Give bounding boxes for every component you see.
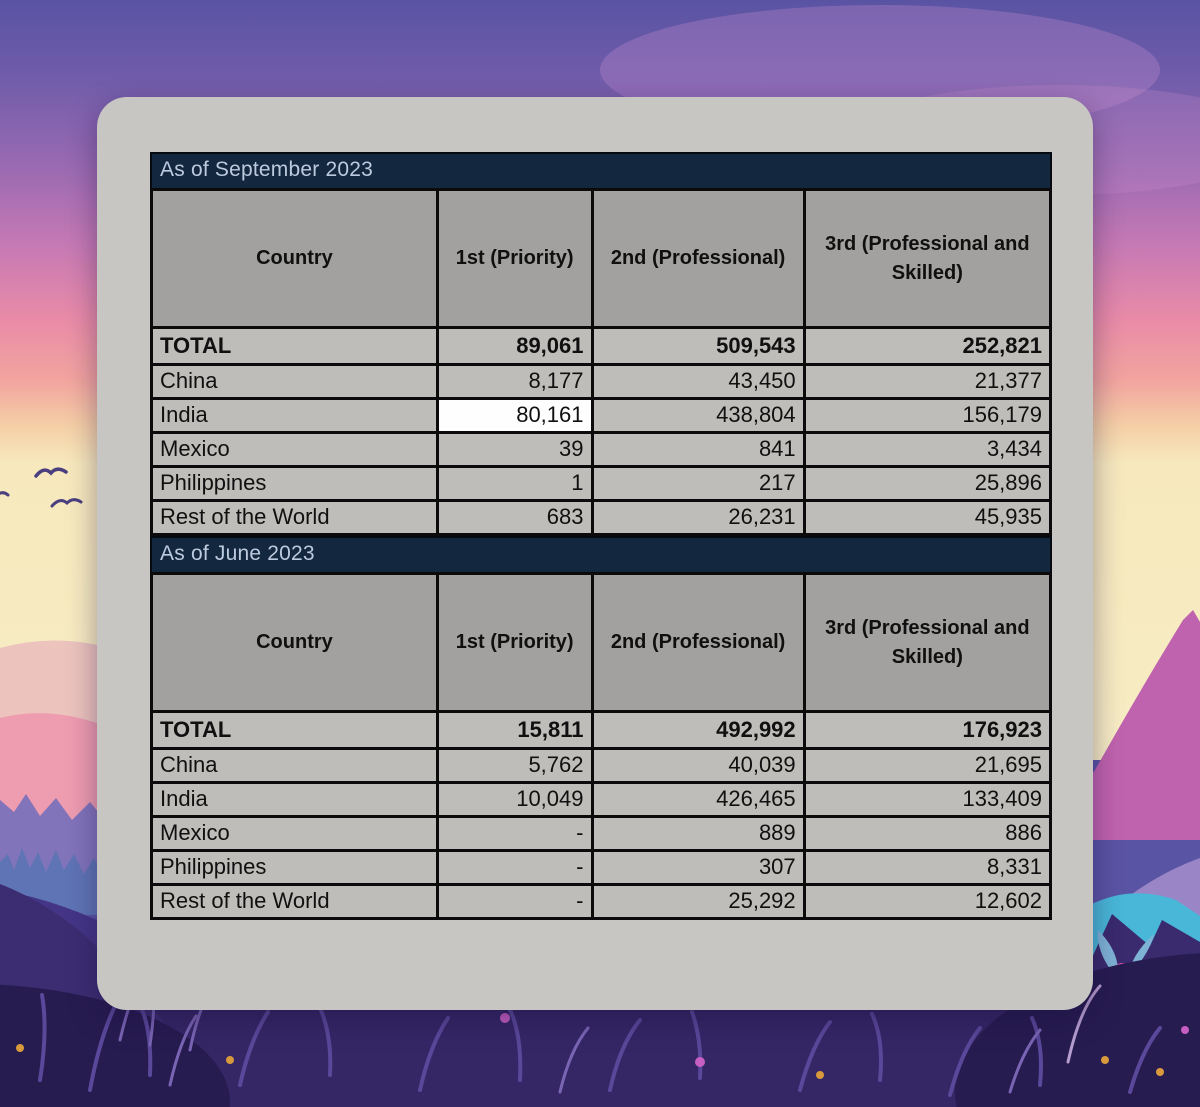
row-label-cell[interactable]: Rest of the World <box>152 501 438 535</box>
table-row-philippines <box>152 467 1051 501</box>
table-card <box>97 97 1093 1010</box>
table-row-india <box>152 399 1051 433</box>
row-label-cell[interactable]: India <box>152 399 438 433</box>
row-label-cell[interactable]: Mexico <box>152 433 438 467</box>
table-cell[interactable]: 176,923 <box>804 712 1050 749</box>
table-cell[interactable]: 438,804 <box>592 399 804 433</box>
table-row-mexico <box>152 817 1051 851</box>
table-cell[interactable]: 217 <box>592 467 804 501</box>
table-cell[interactable]: 889 <box>592 817 804 851</box>
table-title-bar <box>150 536 1052 572</box>
visa-table-june <box>150 572 1052 920</box>
table-cell[interactable]: 133,409 <box>804 783 1050 817</box>
col-header-country[interactable]: Country <box>152 574 438 712</box>
table-cell[interactable]: 307 <box>592 851 804 885</box>
table-cell[interactable]: - <box>437 885 592 919</box>
table-cell[interactable]: 12,602 <box>804 885 1050 919</box>
row-label-cell[interactable]: China <box>152 749 438 783</box>
table-cell[interactable]: 8,331 <box>804 851 1050 885</box>
table-cell[interactable]: 1 <box>437 467 592 501</box>
table-cell[interactable]: 156,179 <box>804 399 1050 433</box>
header-row <box>152 574 1051 712</box>
table-cell[interactable]: 8,177 <box>437 365 592 399</box>
col-header-1st-priority[interactable]: 1st (Priority) <box>437 574 592 712</box>
col-header-3rd-professional-skilled[interactable]: 3rd (Professional and Skilled) <box>804 190 1050 328</box>
row-label-cell[interactable]: Philippines <box>152 467 438 501</box>
table-cell[interactable]: 21,695 <box>804 749 1050 783</box>
table-cell[interactable]: 426,465 <box>592 783 804 817</box>
table-cell[interactable]: 40,039 <box>592 749 804 783</box>
col-header-2nd-professional[interactable]: 2nd (Professional) <box>592 574 804 712</box>
row-label-cell[interactable]: Mexico <box>152 817 438 851</box>
table-cell[interactable]: 43,450 <box>592 365 804 399</box>
table-cell[interactable]: 3,434 <box>804 433 1050 467</box>
table-cell[interactable]: 15,811 <box>437 712 592 749</box>
row-label-cell[interactable]: China <box>152 365 438 399</box>
table-row-rest-of-world <box>152 885 1051 919</box>
row-label-cell[interactable]: Philippines <box>152 851 438 885</box>
table-section-september <box>150 152 1052 536</box>
table-title: As of September 2023 <box>160 158 373 181</box>
header-row <box>152 190 1051 328</box>
table-cell[interactable]: 25,896 <box>804 467 1050 501</box>
table-cell[interactable]: 509,543 <box>592 328 804 365</box>
col-header-country[interactable]: Country <box>152 190 438 328</box>
col-header-2nd-professional[interactable]: 2nd (Professional) <box>592 190 804 328</box>
col-header-1st-priority[interactable]: 1st (Priority) <box>437 190 592 328</box>
table-row-india <box>152 783 1051 817</box>
table-cell[interactable]: 39 <box>437 433 592 467</box>
visa-table-september <box>150 188 1052 536</box>
table-cell[interactable]: 10,049 <box>437 783 592 817</box>
table-cell[interactable]: - <box>437 851 592 885</box>
table-cell[interactable]: 25,292 <box>592 885 804 919</box>
row-label-cell[interactable]: Rest of the World <box>152 885 438 919</box>
table-row-total <box>152 328 1051 365</box>
table-title: As of June 2023 <box>160 542 315 565</box>
table-cell[interactable]: 45,935 <box>804 501 1050 535</box>
table-cell[interactable]: 683 <box>437 501 592 535</box>
table-cell[interactable]: 26,231 <box>592 501 804 535</box>
row-label-cell[interactable]: TOTAL <box>152 712 438 749</box>
row-label-cell[interactable]: TOTAL <box>152 328 438 365</box>
table-cell[interactable]: 89,061 <box>437 328 592 365</box>
table-cell[interactable]: 252,821 <box>804 328 1050 365</box>
table-cell[interactable]: 886 <box>804 817 1050 851</box>
table-cell[interactable]: - <box>437 817 592 851</box>
table-row-total <box>152 712 1051 749</box>
table-title-bar <box>150 152 1052 188</box>
table-row-china <box>152 365 1051 399</box>
table-row-mexico <box>152 433 1051 467</box>
table-row-philippines <box>152 851 1051 885</box>
table-row-rest-of-world <box>152 501 1051 535</box>
table-cell[interactable]: 841 <box>592 433 804 467</box>
selected-cell[interactable]: 80,161 <box>437 399 592 433</box>
table-section-june <box>150 536 1052 920</box>
table-row-china <box>152 749 1051 783</box>
table-area <box>150 152 1052 920</box>
table-cell[interactable]: 5,762 <box>437 749 592 783</box>
table-cell[interactable]: 21,377 <box>804 365 1050 399</box>
col-header-3rd-professional-skilled[interactable]: 3rd (Professional and Skilled) <box>804 574 1050 712</box>
table-cell[interactable]: 492,992 <box>592 712 804 749</box>
row-label-cell[interactable]: India <box>152 783 438 817</box>
